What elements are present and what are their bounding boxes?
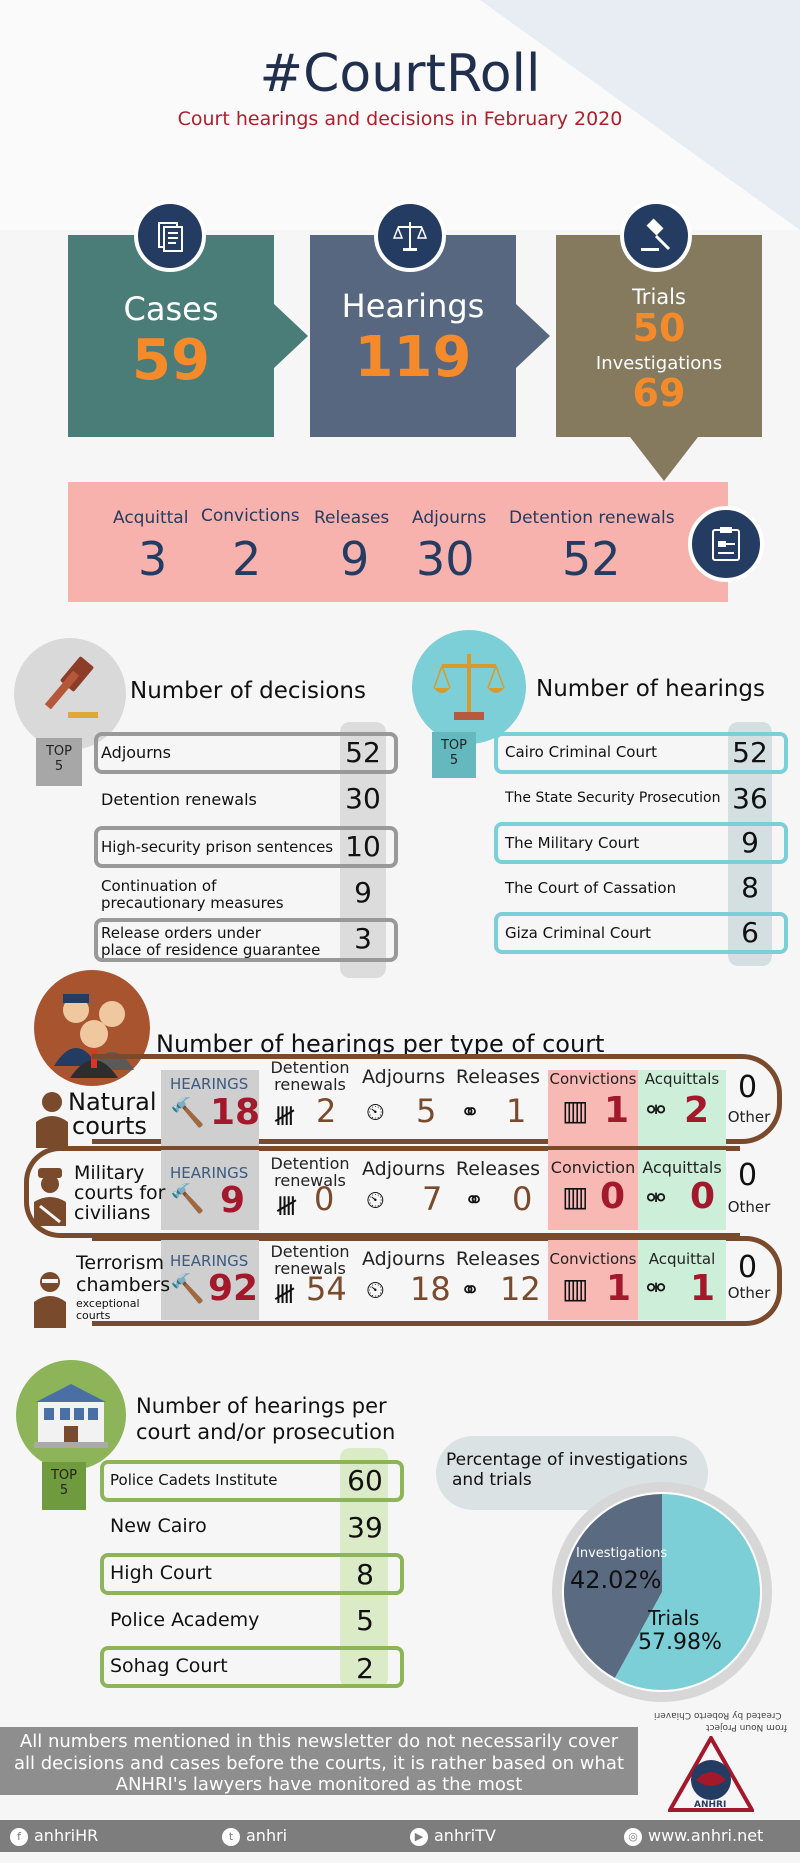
- decisions-title: Number of decisions: [130, 678, 366, 704]
- other-value: 0: [738, 1158, 758, 1193]
- court-label: Police Cadets Institute: [110, 1471, 278, 1489]
- per-court-top5-badge: [42, 1462, 86, 1510]
- hearings-title: Number of hearings: [536, 676, 766, 702]
- per-court-title-line2: court and/or prosecution: [136, 1420, 396, 1444]
- unlocked-handcuffs-icon: ⚮: [646, 1184, 667, 1212]
- releases-value: 0: [512, 1180, 533, 1218]
- hearing-court-label: The Court of Cassation: [505, 879, 677, 897]
- building-icon: [30, 1380, 112, 1450]
- court-label: Police Academy: [110, 1609, 260, 1631]
- clock-icon: ⏲: [366, 1098, 385, 1126]
- acquittals-header: Acquittal: [648, 1250, 716, 1268]
- handcuffs-icon: ⚭: [460, 1276, 481, 1304]
- hearings-value: 18: [210, 1092, 261, 1133]
- hearings-header: HEARINGS: [170, 1252, 249, 1270]
- cases-value: 59: [132, 328, 210, 393]
- top-number: 5: [59, 1483, 69, 1498]
- court-type-name-line3: civilians: [74, 1202, 151, 1224]
- top-label: TOP: [45, 744, 72, 759]
- hearing-court-value: 52: [732, 736, 768, 769]
- credit-line2: from Noun Project: [706, 1722, 788, 1732]
- investigations-value: 69: [632, 371, 686, 415]
- disclaimer-note: All numbers mentioned in this newsletter do not necessarily cover all decisions and cases before the courts, it is rather based on what ANHRI's lawyers have monitored as the most: [0, 1727, 638, 1795]
- soldier-icon: [30, 1166, 70, 1226]
- top-number: 5: [449, 753, 459, 768]
- documents-icon: [134, 200, 206, 272]
- acquittals-header: Acquittals: [644, 1070, 720, 1088]
- trials-pie-pct: 57.98%: [638, 1630, 722, 1655]
- decision-label: Adjourns: [101, 743, 171, 762]
- acquittals-value: 2: [684, 1090, 710, 1131]
- top-label: TOP: [440, 738, 467, 753]
- convictions-value: 1: [604, 1090, 630, 1131]
- releases-header: Releases: [455, 1066, 541, 1088]
- twitter-link[interactable]: [222, 1826, 287, 1846]
- decision-value: 3: [354, 922, 372, 955]
- detention-header-line2: renewals: [274, 1170, 346, 1190]
- gavel-icon: 🔨: [170, 1272, 205, 1305]
- court-type-name-line2: courts: [72, 1112, 147, 1140]
- detention-value: 54: [306, 1270, 347, 1308]
- twitter-icon: t: [222, 1828, 240, 1846]
- facebook-handle: anhriHR: [34, 1826, 99, 1845]
- court-label: Sohag Court: [110, 1655, 228, 1677]
- facebook-icon: f: [10, 1828, 28, 1846]
- decision-value: 10: [345, 830, 381, 863]
- anhri-logo-text: ANHRI: [694, 1800, 727, 1810]
- gavel-icon: 🔨: [170, 1096, 205, 1129]
- gavel-icon: [620, 200, 692, 272]
- outcome-value: 52: [562, 532, 621, 586]
- pie-title: Percentage of investigations: [446, 1450, 688, 1470]
- facebook-link[interactable]: [10, 1826, 98, 1846]
- court-type-name-line3: exceptional: [76, 1297, 140, 1310]
- detention-value: 0: [314, 1180, 335, 1218]
- hearing-court-label: Giza Criminal Court: [505, 924, 652, 942]
- hearing-court-label: The Military Court: [505, 834, 640, 852]
- youtube-icon: ▶: [410, 1828, 428, 1846]
- decision-value: 52: [345, 736, 381, 769]
- unlocked-handcuffs-icon: ⚮: [646, 1274, 667, 1302]
- adjourns-value: 18: [410, 1270, 451, 1308]
- adjourns-header: Adjourns: [362, 1066, 446, 1088]
- detention-header-line2: renewals: [274, 1074, 346, 1094]
- scales-icon: [428, 646, 510, 728]
- footer-bar: [0, 1820, 800, 1852]
- detention-header-line2: renewals: [274, 1258, 346, 1278]
- court-type-name-line2: courts for: [74, 1182, 166, 1204]
- hearing-court-value: 6: [741, 916, 759, 949]
- clock-icon: ⏲: [366, 1276, 385, 1304]
- court-types-title: Number of hearings per type of court: [156, 1030, 605, 1058]
- unlocked-handcuffs-icon: ⚮: [646, 1096, 667, 1124]
- decision-label: Continuation of: [101, 877, 217, 895]
- globe-icon: ◎: [624, 1828, 642, 1846]
- masked-person-icon: [30, 1270, 70, 1328]
- other-label: Other: [727, 1108, 771, 1126]
- court-type-name-line4: courts: [76, 1309, 111, 1322]
- court-value: 2: [356, 1652, 374, 1685]
- convictions-header: Convictions: [549, 1250, 637, 1268]
- convictions-header: Conviction: [550, 1158, 636, 1177]
- acquittals-value: 1: [690, 1268, 716, 1309]
- outcome-value: 2: [232, 532, 262, 586]
- youtube-handle: anhriTV: [434, 1826, 496, 1845]
- court-label: New Cairo: [110, 1515, 207, 1537]
- tally-icon: 𝍸: [274, 1102, 293, 1132]
- trials-pointer: [630, 437, 698, 481]
- releases-value: 12: [500, 1270, 541, 1308]
- trials-label: Trials: [632, 285, 686, 309]
- detention-header-line1: Detention: [270, 1154, 350, 1173]
- decision-label-line2: precautionary measures: [101, 894, 284, 912]
- releases-header: Releases: [455, 1248, 541, 1270]
- investigations-pie-pct: 42.02%: [570, 1566, 662, 1594]
- hearing-court-value: 8: [741, 871, 759, 904]
- detention-header: [270, 1060, 350, 1094]
- hearings-value: 9: [220, 1180, 246, 1221]
- acquittals-value: 0: [690, 1176, 716, 1217]
- court-label: High Court: [110, 1562, 212, 1584]
- prison-bars-icon: ▥: [562, 1180, 589, 1213]
- per-court-title: Number of hearings per: [136, 1394, 387, 1418]
- adjourns-header: Adjourns: [362, 1248, 446, 1270]
- hearings-arrow: [516, 304, 550, 368]
- convictions-header: Convictions: [549, 1070, 637, 1088]
- tally-icon: 𝍸: [274, 1280, 296, 1310]
- decision-label-line2: place of residence guarantee: [101, 941, 321, 959]
- prison-bars-icon: ▥: [562, 1094, 589, 1127]
- twitter-handle: anhri: [246, 1826, 288, 1845]
- youtube-link[interactable]: [410, 1826, 496, 1846]
- court-value: 8: [356, 1558, 374, 1591]
- clipboard-icon: [688, 506, 764, 582]
- other-label: Other: [727, 1198, 771, 1216]
- detention-header-line1: Detention: [270, 1058, 350, 1077]
- outcome-value: 3: [138, 532, 168, 586]
- tally-icon: 𝍸: [276, 1192, 298, 1222]
- decision-value: 30: [345, 782, 381, 815]
- hearing-court-label: Cairo Criminal Court: [505, 743, 658, 761]
- hearings-label: Hearings: [341, 287, 485, 325]
- outcome-label: Adjourns: [412, 508, 487, 528]
- other-value: 0: [738, 1070, 758, 1105]
- cases-arrow: [274, 304, 308, 368]
- gavel-icon: [30, 650, 110, 730]
- website-link[interactable]: [624, 1826, 763, 1846]
- clock-icon: ⏲: [366, 1186, 385, 1214]
- detention-header-line1: Detention: [270, 1242, 350, 1261]
- outcome-label: Acquittal: [113, 508, 189, 528]
- outcome-value: 30: [416, 532, 475, 586]
- decision-label: High-security prison sentences: [101, 838, 334, 856]
- court-type-name-line2: chambers: [76, 1274, 171, 1296]
- decision-label: Release orders under: [101, 924, 261, 942]
- outcome-label: Convictions: [201, 506, 300, 526]
- handcuffs-icon: ⚭: [464, 1186, 485, 1214]
- detention-header: [270, 1156, 350, 1190]
- handcuffs-icon: ⚭: [460, 1098, 481, 1126]
- hearings-header: HEARINGS: [170, 1164, 249, 1182]
- decisions-top5-badge: [36, 738, 82, 786]
- hearings-top5-badge: [432, 732, 476, 778]
- releases-header: Releases: [455, 1158, 541, 1180]
- prison-bars-icon: ▥: [562, 1272, 589, 1305]
- detention-value: 2: [316, 1092, 337, 1130]
- outcome-label: Detention renewals: [509, 508, 675, 528]
- hearing-court-value: 36: [732, 782, 768, 815]
- trials-value: 50: [632, 306, 686, 350]
- hearing-court-label: The State Security Prosecution: [505, 790, 721, 806]
- prisoner-icon: [32, 1090, 72, 1148]
- page-subtitle: Court hearings and decisions in February 2020: [177, 108, 623, 130]
- website-url: www.anhri.net: [648, 1826, 764, 1845]
- releases-value: 1: [506, 1092, 527, 1130]
- top-label: TOP: [50, 1468, 77, 1483]
- adjourns-value: 5: [416, 1092, 437, 1130]
- adjourns-header: Adjourns: [362, 1158, 446, 1180]
- hearings-value: 92: [208, 1268, 259, 1309]
- page-title: #CourtRoll: [259, 44, 541, 104]
- investigations-label: Investigations: [595, 353, 723, 374]
- convictions-value: 0: [600, 1176, 626, 1217]
- hearings-value: 119: [354, 325, 472, 390]
- court-value: 5: [356, 1604, 374, 1637]
- convictions-value: 1: [606, 1268, 632, 1309]
- pie-title-line2: and trials: [452, 1470, 532, 1490]
- court-type-name: Terrorism: [76, 1252, 165, 1274]
- hearing-court-value: 9: [741, 826, 759, 859]
- decision-value: 9: [354, 876, 372, 909]
- gavel-icon: 🔨: [170, 1182, 205, 1215]
- other-label: Other: [727, 1284, 771, 1302]
- decision-label: Detention renewals: [101, 790, 257, 809]
- investigations-pie-label: Investigations: [576, 1546, 668, 1561]
- outcome-value: 9: [340, 532, 370, 586]
- top-number: 5: [54, 759, 64, 774]
- outcome-label: Releases: [314, 508, 390, 528]
- scales-icon: [374, 200, 446, 272]
- credit-line1: Created by Roberto Chiaveri: [654, 1710, 782, 1720]
- cases-label: Cases: [123, 290, 219, 328]
- trials-pie-label: Trials: [648, 1606, 700, 1630]
- other-value: 0: [738, 1250, 758, 1285]
- court-value: 60: [347, 1464, 383, 1497]
- adjourns-value: 7: [422, 1180, 443, 1218]
- court-type-name: Natural: [68, 1088, 157, 1116]
- court-type-name: Military: [74, 1162, 145, 1184]
- hearings-header: HEARINGS: [170, 1075, 249, 1093]
- court-value: 39: [347, 1511, 383, 1544]
- acquittals-header: Acquittals: [642, 1158, 722, 1177]
